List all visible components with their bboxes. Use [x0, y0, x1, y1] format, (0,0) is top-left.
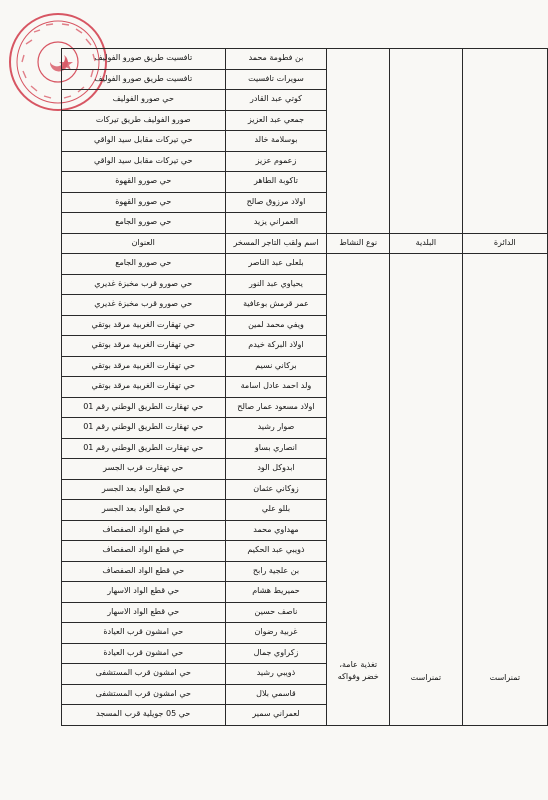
address-cell: حي تهقارت الغربية مرقد بوتقي: [62, 377, 226, 398]
address-cell: حي تهقارت الغربية مرقد بوتقي: [62, 336, 226, 357]
merchant-name-cell: بوسلامة خالد: [225, 131, 327, 152]
activity-value: تغذية عامة، خضر وفواكه: [337, 660, 379, 681]
merchant-name-cell: تاكوبة الطاهر: [225, 172, 327, 193]
address-cell: حي صورو القهوة: [62, 192, 226, 213]
merchant-name-cell: ذويبي رشيد: [225, 664, 327, 685]
address-cell: حي تهقارت الطريق الوطني رقم 01: [62, 418, 226, 439]
merchant-name-cell: اولاد مسعود عمار صالح: [225, 397, 327, 418]
merchant-name-cell: بلعلى عبد الناصر: [225, 254, 327, 275]
address-cell: حي امشون قرب المستشفى: [62, 684, 226, 705]
address-cell: حي تهقارت الغربية مرقد بوتقي: [62, 315, 226, 336]
merchant-name-cell: كوتي عبد القادر: [225, 90, 327, 111]
merchant-name-cell: سويرات تافسيت: [225, 69, 327, 90]
baladia-cell: [390, 254, 463, 726]
activity-cell: [327, 254, 390, 726]
address-cell: حي قطع الواد الصفصاف: [62, 520, 226, 541]
address-cell: حي صورو الجامع: [62, 254, 226, 275]
merchant-name-cell: زكراوي جمال: [225, 643, 327, 664]
address-cell: حي قطع الواد الاسهار: [62, 582, 226, 603]
merchant-name-cell: ابدوكل الود: [225, 459, 327, 480]
address-cell: حي تيركات مقابل سيد الواقي: [62, 151, 226, 172]
merchant-name-cell: ويفي محمد لمين: [225, 315, 327, 336]
merchant-name-cell: قاسمي بلال: [225, 684, 327, 705]
address-cell: حي قطع الواد الصفصاف: [62, 541, 226, 562]
address-cell: حي صورو القهوة: [62, 172, 226, 193]
merchant-name-cell: ذويبي عبد الحكيم: [225, 541, 327, 562]
header-baladia: البلدية: [390, 233, 463, 254]
merchant-name-cell: يحياوي عبد النور: [225, 274, 327, 295]
header-merchant: اسم ولقب التاجر المسخر: [225, 233, 327, 254]
merchant-name-cell: ولد احمد عادل اسامة: [225, 377, 327, 398]
merchant-name-cell: جمعي عبد العزيز: [225, 110, 327, 131]
merchant-name-cell: صوار رشيد: [225, 418, 327, 439]
address-cell: حي امشون قرب العيادة: [62, 623, 226, 644]
address-cell: حي تيركات مقابل سيد الواقي: [62, 131, 226, 152]
merchants-table: [61, 48, 548, 726]
merchant-name-cell: زوكاني عثمان: [225, 479, 327, 500]
address-cell: حي قطع الواد الصفصاف: [62, 561, 226, 582]
address-cell: حي صورو الجامع: [62, 213, 226, 234]
merchant-name-cell: اولاد مرزوق صالح: [225, 192, 327, 213]
address-cell: حي صورو الفوليف: [62, 90, 226, 111]
address-cell: حي تهقارت الطريق الوطني رقم 01: [62, 438, 226, 459]
address-cell: حي امشون قرب العيادة: [62, 643, 226, 664]
address-cell: حي تهقارت الطريق الوطني رقم 01: [62, 397, 226, 418]
address-cell: تافسيت طريق صورو الفوليف: [62, 69, 226, 90]
merchant-name-cell: مهداوي محمد: [225, 520, 327, 541]
daira-cell-empty: [462, 49, 547, 234]
address-cell: حي قطع الواد الاسهار: [62, 602, 226, 623]
table-row: [62, 49, 548, 70]
activity-cell-empty: [327, 49, 390, 234]
merchant-name-cell: انصاري بساو: [225, 438, 327, 459]
address-cell: حي 05 جويلية قرب المسجد: [62, 705, 226, 726]
address-cell: حي قطع الواد بعد الجسر: [62, 500, 226, 521]
merchant-name-cell: بللو علي: [225, 500, 327, 521]
address-cell: حي تهقارت قرب الجسر: [62, 459, 226, 480]
header-address: العنوان: [62, 233, 226, 254]
merchant-name-cell: بن فطومة محمد: [225, 49, 327, 70]
address-cell: حي تهقارت الغربية مرقد بوتقي: [62, 356, 226, 377]
daira-cell: [462, 254, 547, 726]
merchant-name-cell: العمراني يزيد: [225, 213, 327, 234]
address-cell: حي صورو قرب مخبزة غديري: [62, 295, 226, 316]
merchant-name-cell: زعموم عزيز: [225, 151, 327, 172]
baladia-cell-empty: [390, 49, 463, 234]
merchant-name-cell: غربية رضوان: [225, 623, 327, 644]
address-cell: تافسيت طريق صورو الفوليف: [62, 49, 226, 70]
header-row: [62, 233, 548, 254]
daira-value: تمنراست: [489, 672, 521, 682]
merchant-name-cell: عمر قرمش بوعافية: [225, 295, 327, 316]
header-daira: الدائرة: [462, 233, 547, 254]
header-activity: نوع النشاط: [327, 233, 390, 254]
address-cell: حي قطع الواد بعد الجسر: [62, 479, 226, 500]
baladia-value: تمنراست: [410, 672, 442, 682]
merchant-name-cell: اولاد البركة خيدم: [225, 336, 327, 357]
address-cell: حي صورو قرب مخبزة غديري: [62, 274, 226, 295]
table-row: [62, 254, 548, 275]
address-cell: حي امشون قرب المستشفى: [62, 664, 226, 685]
merchant-name-cell: حميريط هشام: [225, 582, 327, 603]
merchant-name-cell: ناصف حسين: [225, 602, 327, 623]
merchant-name-cell: بركاني نسيم: [225, 356, 327, 377]
merchant-name-cell: بن علجية رابح: [225, 561, 327, 582]
merchant-name-cell: لعمراني سمير: [225, 705, 327, 726]
address-cell: صورو الفوليف طريق تيركات: [62, 110, 226, 131]
